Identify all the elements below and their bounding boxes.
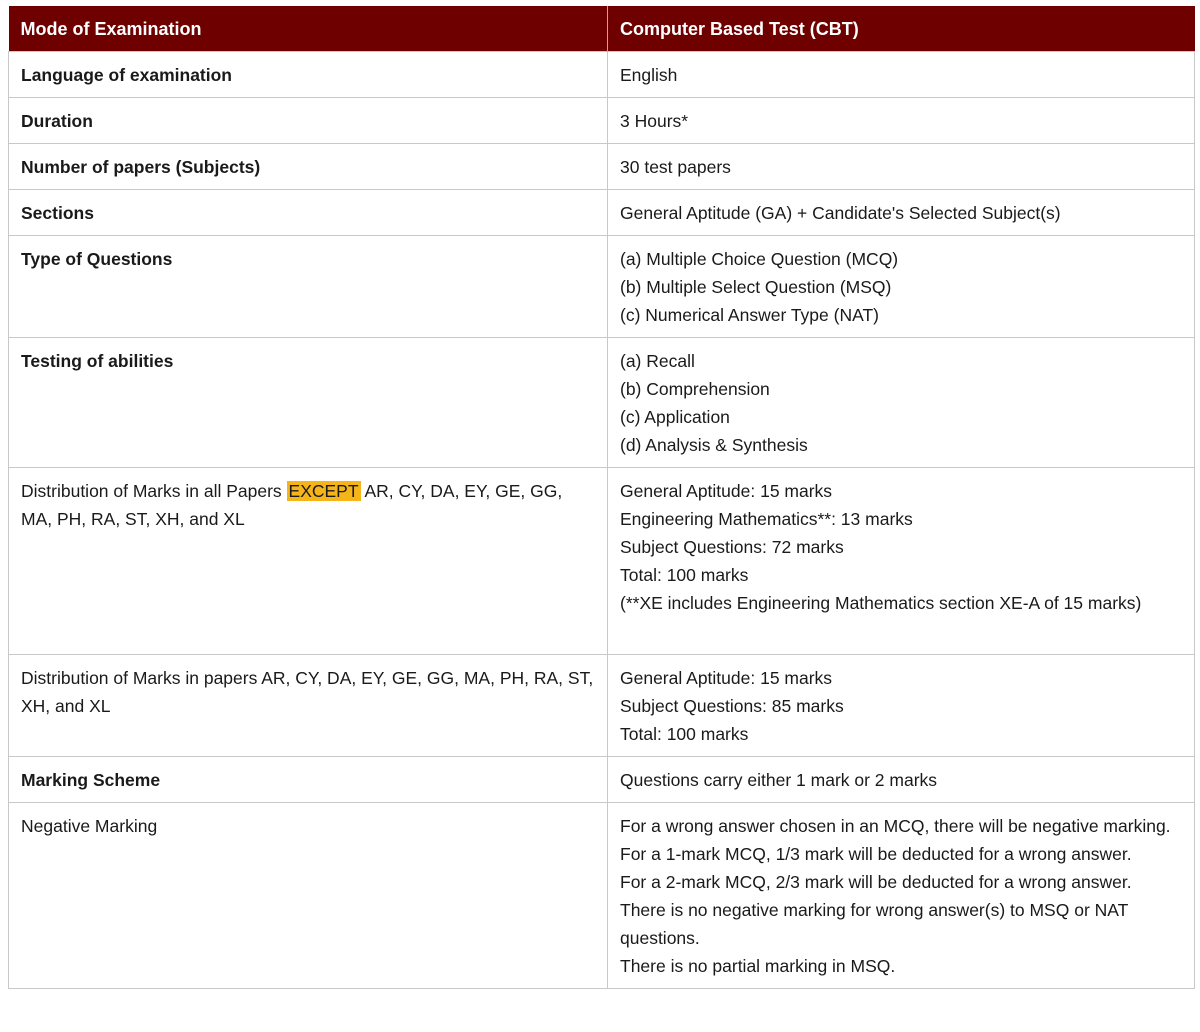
- row-label-number-of-papers: Number of papers (Subjects): [9, 144, 608, 190]
- row-label-negative-marking: Negative Marking: [9, 803, 608, 989]
- exam-pattern-table: [8, 6, 1195, 989]
- value-line: (b) Comprehension: [620, 379, 770, 399]
- value-line: General Aptitude (GA) + Candidate's Selected Subject(s): [620, 203, 1061, 223]
- value-line: 3 Hours*: [620, 111, 689, 131]
- exam-info-container: [8, 6, 1194, 989]
- row-value-sections: [608, 190, 1195, 236]
- value-line: Total: 100 marks: [620, 724, 749, 744]
- value-line: There is no negative marking for wrong answer(s) to MSQ or NAT questions.: [620, 900, 1129, 948]
- row-label-type-of-questions: Type of Questions: [9, 236, 608, 338]
- value-line: (**XE includes Engineering Mathematics section XE-A of 15 marks): [620, 593, 1142, 613]
- row-label-duration: Duration: [9, 98, 608, 144]
- value-line: 30 test papers: [620, 157, 731, 177]
- value-line: Total: 100 marks: [620, 565, 749, 585]
- row-value-testing-of-abilities: [608, 338, 1195, 468]
- table-row: [9, 757, 1195, 803]
- row-label-distribution-except: [9, 468, 608, 655]
- row-value-distribution-papers: [608, 655, 1195, 757]
- row-label-testing-of-abilities: Testing of abilities: [9, 338, 608, 468]
- row-value-language: [608, 52, 1195, 98]
- value-line: There is no partial marking in MSQ.: [620, 956, 896, 976]
- label-text: Distribution of Marks in all Papers: [21, 481, 287, 501]
- value-line: For a wrong answer chosen in an MCQ, there will be negative marking.: [620, 816, 1171, 836]
- except-highlight: EXCEPT: [288, 481, 359, 501]
- row-value-number-of-papers: [608, 144, 1195, 190]
- value-line: For a 1-mark MCQ, 1/3 mark will be deducted for a wrong answer.: [620, 844, 1132, 864]
- row-label-marking-scheme: Marking Scheme: [9, 757, 608, 803]
- row-label-sections: Sections: [9, 190, 608, 236]
- value-line: Subject Questions: 85 marks: [620, 696, 844, 716]
- value-line: (c) Numerical Answer Type (NAT): [620, 305, 879, 325]
- table-row: [9, 144, 1195, 190]
- row-label-language: Language of examination: [9, 52, 608, 98]
- table-row: [9, 803, 1195, 989]
- row-value-marking-scheme: [608, 757, 1195, 803]
- label-text: AR, CY, DA, EY, GE, GG, MA, PH, RA, ST, XH, and XL: [21, 481, 563, 529]
- value-line: (a) Recall: [620, 351, 695, 371]
- table-row: [9, 338, 1195, 468]
- table-row: [9, 98, 1195, 144]
- value-line: English: [620, 65, 678, 85]
- row-value-distribution-except: [608, 468, 1195, 655]
- value-line: Questions carry either 1 mark or 2 marks: [620, 770, 938, 790]
- value-line: For a 2-mark MCQ, 2/3 mark will be deducted for a wrong answer.: [620, 872, 1132, 892]
- row-value-type-of-questions: [608, 236, 1195, 338]
- value-line: General Aptitude: 15 marks: [620, 668, 833, 688]
- value-line: General Aptitude: 15 marks: [620, 481, 833, 501]
- table-row: [9, 190, 1195, 236]
- value-line: Engineering Mathematics**: 13 marks: [620, 509, 913, 529]
- table-header-row: [9, 6, 1195, 52]
- row-label-distribution-papers: Distribution of Marks in papers AR, CY, DA, EY, GE, GG, MA, PH, RA, ST, XH, and XL: [9, 655, 608, 757]
- table-row: [9, 655, 1195, 757]
- value-line: Subject Questions: 72 marks: [620, 537, 844, 557]
- table-row: [9, 236, 1195, 338]
- value-line: (c) Application: [620, 407, 730, 427]
- row-value-duration: [608, 98, 1195, 144]
- table-row: [9, 468, 1195, 655]
- header-computer-based-test: Computer Based Test (CBT): [608, 6, 1195, 52]
- value-line: (a) Multiple Choice Question (MCQ): [620, 249, 899, 269]
- value-line: (b) Multiple Select Question (MSQ): [620, 277, 892, 297]
- table-row: [9, 52, 1195, 98]
- header-mode-of-examination: Mode of Examination: [9, 6, 608, 52]
- value-line: (d) Analysis & Synthesis: [620, 435, 808, 455]
- row-value-negative-marking: [608, 803, 1195, 989]
